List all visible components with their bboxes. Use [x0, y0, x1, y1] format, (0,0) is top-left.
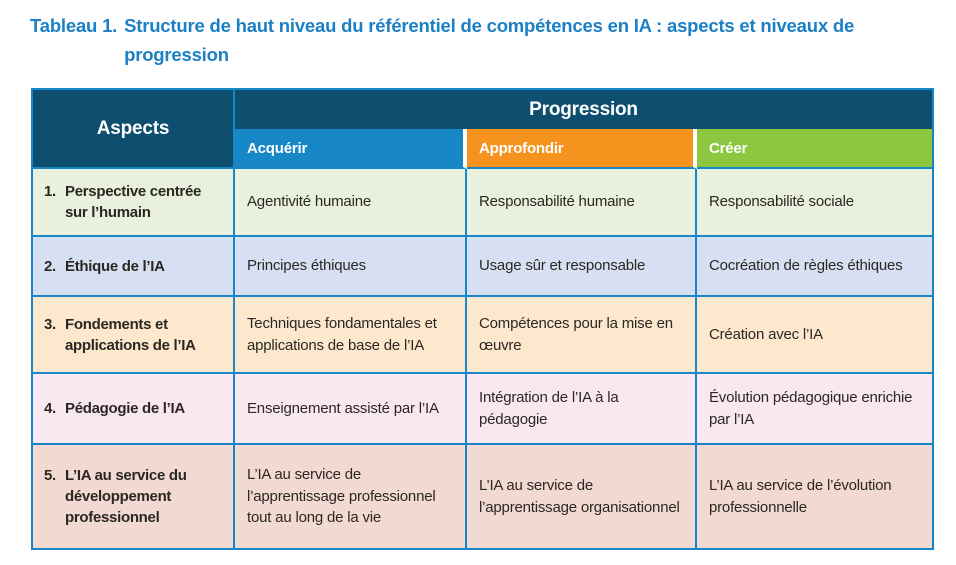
progression-header: Progression	[235, 90, 932, 129]
aspect-text: Éthique de l’IA	[65, 257, 165, 275]
acquerir-cell: Principes éthiques	[235, 237, 467, 297]
table-row	[33, 374, 932, 445]
creer-cell: Cocréation de règles éthiques	[697, 237, 932, 297]
table-row	[33, 445, 932, 548]
aspect-number: 2.	[44, 257, 56, 275]
table-row	[33, 237, 932, 297]
aspect-text: Pédagogie de l’IA	[65, 400, 185, 417]
table-row	[33, 169, 932, 237]
aspect-label-cell	[33, 445, 235, 548]
aspect-label-cell	[33, 237, 235, 297]
acquerir-cell: Enseignement assisté par l’IA	[235, 374, 467, 445]
level-header-1: Approfondir	[467, 129, 697, 169]
aspect-label	[44, 181, 225, 223]
aspect-text: L’IA au service du développement professionnel	[65, 467, 187, 526]
table-title-prefix: Tableau 1.	[30, 15, 118, 36]
aspect-text: Perspective centrée sur l’humain	[65, 183, 202, 221]
aspect-number: 3.	[44, 315, 56, 333]
main-header-row	[33, 90, 932, 129]
approfondir-cell: Responsabilité humaine	[467, 169, 697, 237]
approfondir-cell: Compétences pour la mise en œuvre	[467, 297, 697, 374]
level-header-0: Acquérir	[235, 129, 467, 169]
approfondir-cell: L’IA au service de l’apprentissage organisationnel	[467, 445, 697, 548]
aspect-number: 4.	[44, 400, 56, 417]
aspect-number: 5.	[44, 467, 56, 484]
aspect-label-cell	[33, 374, 235, 445]
aspects-header: Aspects	[33, 90, 235, 169]
aspect-label-cell	[33, 169, 235, 237]
aspect-text: Fondements et applications de l’IA	[65, 315, 196, 354]
creer-cell: Évolution pédagogique enrichie par l’IA	[697, 374, 932, 445]
aspect-label-cell	[33, 297, 235, 374]
creer-cell: L’IA au service de l’évolution professionnelle	[709, 476, 892, 516]
approfondir-cell: Usage sûr et responsable	[467, 237, 697, 297]
acquerir-cell: Agentivité humaine	[235, 169, 467, 237]
aspect-label	[44, 465, 225, 528]
acquerir-cell: Techniques fondamentales et applications de base de l’IA	[235, 297, 467, 374]
table-row	[33, 297, 932, 374]
creer-cell: Responsabilité sociale	[697, 169, 932, 237]
approfondir-cell: Intégration de l’IA à la pédagogie	[467, 374, 697, 445]
aspect-label	[44, 314, 225, 356]
table-title	[30, 12, 936, 69]
aspect-label	[44, 398, 225, 419]
level-header-2: Créer	[697, 129, 932, 169]
competency-framework-table	[31, 88, 934, 550]
aspect-number: 1.	[44, 183, 56, 200]
acquerir-cell: L’IA au service de l’apprentissage professionnel tout au long de la vie	[235, 445, 467, 548]
table-title-text: Structure de haut niveau du référentiel de compétences en IA : aspects et niveaux de progression	[124, 15, 855, 65]
aspect-label	[44, 256, 225, 277]
creer-cell: Création avec l’IA	[697, 297, 932, 374]
